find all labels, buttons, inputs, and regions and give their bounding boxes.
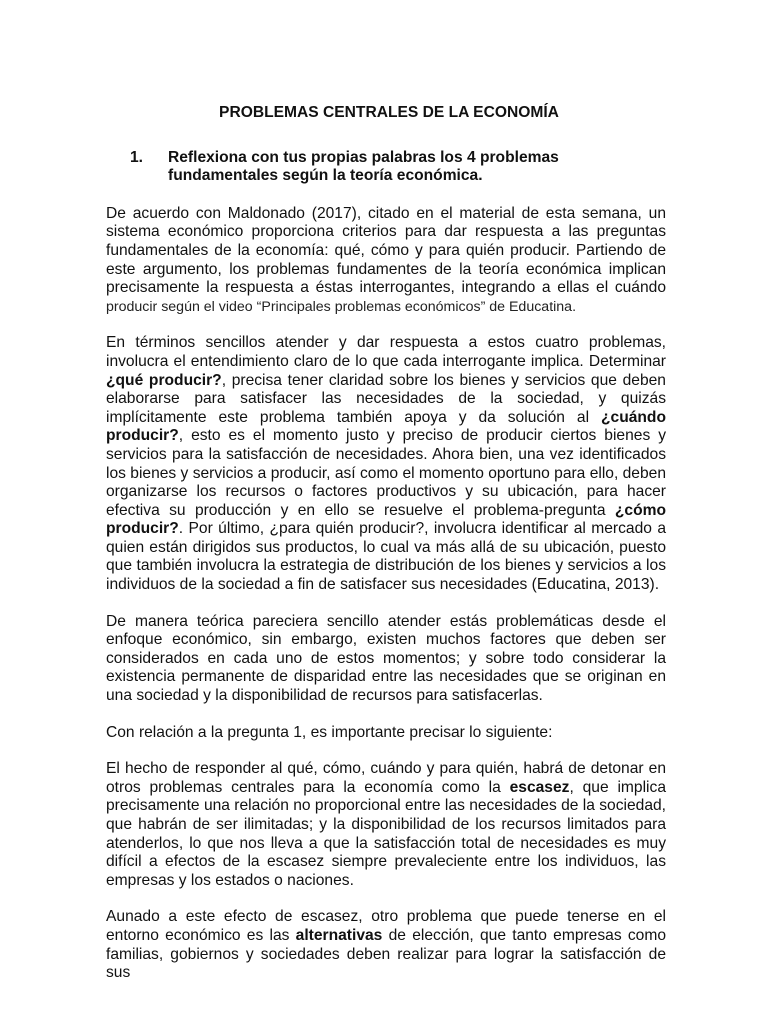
paragraph-4: Con relación a la pregunta 1, es importante precisar lo siguiente:: [106, 723, 553, 741]
paragraph-2: [106, 334, 666, 594]
paragraph-5-text-1: El hecho de responder al qué, cómo, cuándo y para quién, habrá de detonar en otros problemas centrales para la economía como la: [106, 760, 666, 796]
question-text: Reflexiona con tus propias palabras los 4 problemas fundamentales según la teoría económica.: [168, 148, 559, 185]
paragraph-2-text-1: En términos sencillos atender y dar respuesta a estos cuatro problemas, involucra el entendimiento claro de lo que cada interrogante implica. Determinar: [106, 334, 666, 370]
question-heading: [106, 149, 666, 186]
alternativas-term: alternativas: [295, 926, 383, 944]
question-number: 1.: [130, 148, 144, 166]
paragraph-5-text-2: , que implica precisamente una relación no proporcional entre las necesidades de la sociedad, que habrán de ser ilimitadas; y la disponibilidad de los recursos limitados para atenderlos, lo que nos lleva a que la satisfacción total de necesidades es muy difícil a efectos de la escasez siempre prevaleciente entre los individuos, las empresas y los estados o naciones.: [106, 778, 666, 889]
paragraph-1: [106, 205, 666, 317]
paragraph-3: De manera teórica pareciera sencillo atender estás problemáticas desde el enfoque económico, sin embargo, existen muchos factores que deben ser considerados en cada uno de estos momentos; y sobre todo considerar la existencia permanente de disparidad entre las necesidades que se originan en una sociedad y la disponibilidad de recursos para satisfacerlas.: [106, 612, 666, 705]
escasez-term: escasez: [509, 778, 570, 796]
paragraph-6: [106, 908, 666, 982]
paragraph-2-text-4: . Por último, ¿para quién producir?, involucra identificar al mercado a quien están dirigidos sus productos, lo cual va más allá de su ubicación, puesto que también involucra la estrategia de distribución de los bienes y servicios a los individuos de la sociedad a fin de satisfacer sus necesidades (Educatina, 2013).: [106, 520, 666, 594]
paragraph-1-text: De acuerdo con Maldonado (2017), citado en el material de esta semana, un sistema económico proporciona criterios para dar respuesta a las preguntas fundamentales de la economía: qué, cómo y para quién producir. Partiendo de este argumento, los problemas fundamentes de la teoría económica implican precisamente la respuesta a éstas interrogantes, integrando a ellas el cuándo: [106, 204, 666, 297]
paragraph-5: [106, 760, 666, 890]
como-producir-term: ¿cómo producir?: [106, 501, 666, 538]
paragraph-6-text-1: Aunado a este efecto de escasez, otro problema que puede tenerse en el entorno económico es las: [106, 908, 666, 944]
que-producir-term: ¿qué producir?: [106, 371, 222, 389]
document-title: PROBLEMAS CENTRALES DE LA ECONOMÍA: [219, 104, 559, 121]
paragraph-2-text-2: , precisa tener claridad sobre los bienes y servicios que deben elaborarse para satisfacer las necesidades de la sociedad, y quizás implícitamente este problema también apoya y da solución al: [106, 371, 666, 426]
paragraph-1-tail: producir según el video “Principales problemas económicos” de Educatina.: [106, 298, 577, 315]
cuando-producir-term: ¿cuándo producir?: [106, 408, 666, 445]
paragraph-6-text-2: de elección, que tanto empresas como familias, gobiernos y sociedades deben realizar para lograr la satisfacción de sus: [106, 926, 666, 982]
paragraph-2-text-3: , esto es el momento justo y preciso de producir ciertos bienes y servicios para la satisfacción de necesidades. Ahora bien, una vez identificados los bienes y servicios a producir, así como el momento oportuno para ello, deben organizarse los recursos o factores productivos y su ubicación, para hacer efectiva su producción y en ello se resuelve el problema-pregunta: [106, 427, 666, 519]
